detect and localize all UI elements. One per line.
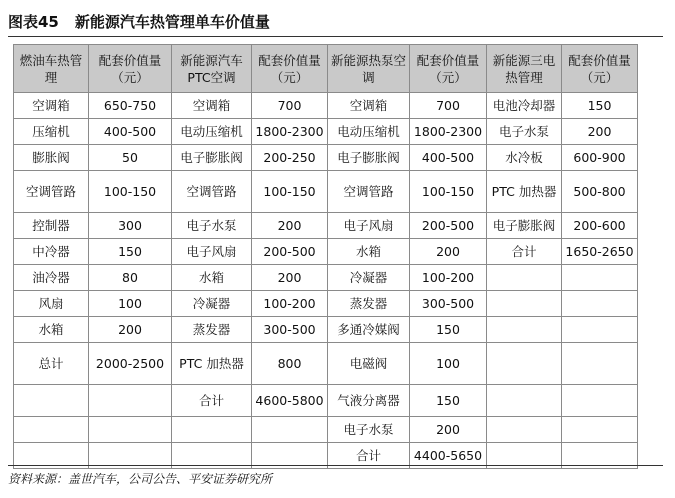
- header-cell: 新能源热泵空调: [328, 45, 410, 93]
- table-cell: 空调管路: [14, 171, 89, 213]
- table-cell: [487, 265, 562, 291]
- table-cell: 100-150: [89, 171, 172, 213]
- table-cell: 气液分离器: [328, 385, 410, 417]
- table-cell: 500-800: [562, 171, 638, 213]
- table-cell: 400-500: [410, 145, 487, 171]
- table-row: [14, 265, 638, 291]
- table-cell: 600-900: [562, 145, 638, 171]
- table-cell: 1800-2300: [410, 119, 487, 145]
- header-cell: 配套价值量（元）: [89, 45, 172, 93]
- table-cell: 150: [89, 239, 172, 265]
- table-cell: [562, 385, 638, 417]
- table-row: [14, 119, 638, 145]
- table-cell: 电子膨胀阀: [487, 213, 562, 239]
- table-cell: 合计: [172, 385, 252, 417]
- table-cell: [562, 317, 638, 343]
- table-cell: 100-200: [252, 291, 328, 317]
- table-row: [14, 317, 638, 343]
- table-cell: 冷凝器: [328, 265, 410, 291]
- table-cell: 风扇: [14, 291, 89, 317]
- table-row: [14, 145, 638, 171]
- table-cell: 150: [562, 93, 638, 119]
- header-cell: 新能源汽车PTC空调: [172, 45, 252, 93]
- table-cell: 100: [410, 343, 487, 385]
- header-row: [14, 45, 638, 93]
- table-cell: 100-150: [410, 171, 487, 213]
- table-cell: 650-750: [89, 93, 172, 119]
- table-cell: 电子膨胀阀: [328, 145, 410, 171]
- table-cell: 80: [89, 265, 172, 291]
- table-cell: 200: [562, 119, 638, 145]
- table-cell: [14, 417, 89, 443]
- table-cell: 200-500: [252, 239, 328, 265]
- table-cell: 电动压缩机: [172, 119, 252, 145]
- table-cell: 油冷器: [14, 265, 89, 291]
- header-cell: 配套价值量（元）: [252, 45, 328, 93]
- figure-title-bar: [8, 6, 663, 37]
- table-cell: 400-500: [89, 119, 172, 145]
- table-cell: [487, 385, 562, 417]
- table-cell: [562, 291, 638, 317]
- table-cell: 空调管路: [172, 171, 252, 213]
- table-cell: 200-600: [562, 213, 638, 239]
- header-cell: 配套价值量（元）: [562, 45, 638, 93]
- table-row: [14, 239, 638, 265]
- table-cell: 总计: [14, 343, 89, 385]
- table-cell: 合计: [487, 239, 562, 265]
- table-cell: 200: [252, 265, 328, 291]
- table-cell: 800: [252, 343, 328, 385]
- figure-number: 图表45: [8, 12, 59, 31]
- header-cell: 燃油车热管理: [14, 45, 89, 93]
- table-cell: 水冷板: [487, 145, 562, 171]
- table-cell: [172, 417, 252, 443]
- table-cell: 水箱: [14, 317, 89, 343]
- table-cell: 电子风扇: [172, 239, 252, 265]
- table-cell: 蒸发器: [328, 291, 410, 317]
- table-cell: 4600-5800: [252, 385, 328, 417]
- table-row: [14, 417, 638, 443]
- table-cell: 电子水泵: [172, 213, 252, 239]
- table-cell: 水箱: [172, 265, 252, 291]
- table-cell: 控制器: [14, 213, 89, 239]
- table-row: [14, 171, 638, 213]
- table-cell: PTC 加热器: [487, 171, 562, 213]
- table-cell: [487, 317, 562, 343]
- table-cell: 100-200: [410, 265, 487, 291]
- table-row: [14, 291, 638, 317]
- table-cell: 多通冷媒阀: [328, 317, 410, 343]
- table-cell: 300: [89, 213, 172, 239]
- table-cell: 1800-2300: [252, 119, 328, 145]
- table-cell: 电磁阀: [328, 343, 410, 385]
- table-row: [14, 213, 638, 239]
- table-cell: 150: [410, 385, 487, 417]
- table-cell: 300-500: [410, 291, 487, 317]
- table-row: [14, 385, 638, 417]
- table-cell: 4400-5650: [410, 443, 487, 469]
- table-cell: 空调箱: [328, 93, 410, 119]
- source-note: 资料来源：盖世汽车，公司公告、平安证券研究所: [8, 465, 663, 487]
- table-cell: 200: [410, 417, 487, 443]
- table-cell: PTC 加热器: [172, 343, 252, 385]
- header-cell: 配套价值量（元）: [410, 45, 487, 93]
- value-table: [13, 44, 638, 469]
- table-cell: 电子风扇: [328, 213, 410, 239]
- table-row: [14, 343, 638, 385]
- table-cell: 700: [410, 93, 487, 119]
- table-cell: [562, 343, 638, 385]
- table-cell: 100-150: [252, 171, 328, 213]
- table-cell: [487, 343, 562, 385]
- table-cell: 冷凝器: [172, 291, 252, 317]
- table-cell: 200: [89, 317, 172, 343]
- table-cell: [487, 417, 562, 443]
- header-cell: 新能源三电热管理: [487, 45, 562, 93]
- table-cell: [562, 265, 638, 291]
- table-cell: 1650-2650: [562, 239, 638, 265]
- table-cell: 150: [410, 317, 487, 343]
- table-cell: 水箱: [328, 239, 410, 265]
- table-cell: [487, 291, 562, 317]
- table-cell: 蒸发器: [172, 317, 252, 343]
- table-cell: 电子水泵: [487, 119, 562, 145]
- table-cell: 空调箱: [172, 93, 252, 119]
- table-cell: [89, 385, 172, 417]
- table-cell: [14, 385, 89, 417]
- table-cell: 电池冷却器: [487, 93, 562, 119]
- table-cell: 中冷器: [14, 239, 89, 265]
- table-cell: 300-500: [252, 317, 328, 343]
- table-cell: 空调管路: [328, 171, 410, 213]
- table-cell: 700: [252, 93, 328, 119]
- table-cell: 200-500: [410, 213, 487, 239]
- table-cell: 压缩机: [14, 119, 89, 145]
- table-cell: 2000-2500: [89, 343, 172, 385]
- table-cell: 100: [89, 291, 172, 317]
- table-cell: [89, 417, 172, 443]
- table-cell: 膨胀阀: [14, 145, 89, 171]
- table-cell: 50: [89, 145, 172, 171]
- table-cell: 合计: [328, 443, 410, 469]
- table-cell: [252, 417, 328, 443]
- table-cell: 200-250: [252, 145, 328, 171]
- table-cell: [562, 417, 638, 443]
- table-cell: 电子水泵: [328, 417, 410, 443]
- table-cell: 空调箱: [14, 93, 89, 119]
- figure-title: 新能源汽车热管理单车价值量: [74, 12, 270, 31]
- table-cell: 200: [252, 213, 328, 239]
- table-cell: 电动压缩机: [328, 119, 410, 145]
- table-cell: 200: [410, 239, 487, 265]
- table-cell: 电子膨胀阀: [172, 145, 252, 171]
- table-row: [14, 93, 638, 119]
